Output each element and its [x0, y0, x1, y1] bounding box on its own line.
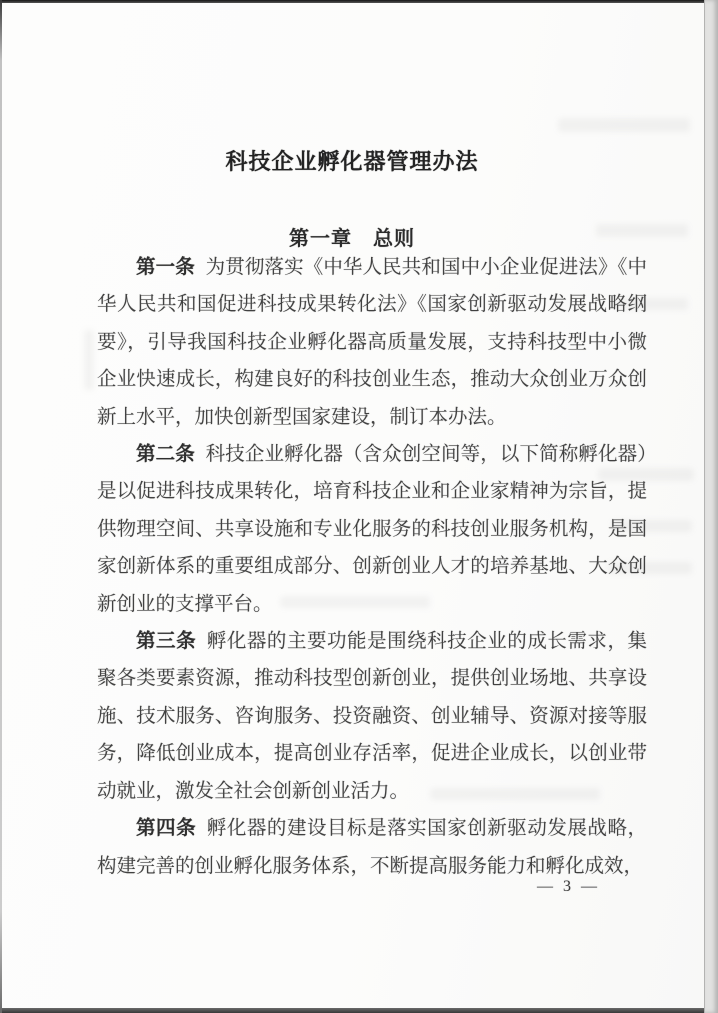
article-text: 为贯彻落实《中华人民共和国中小企业促进法》《中华人民共和国促进科技成果转化法》《国家创新驱动发展战略纲要》，引导我国科技企业孵化器高质量发展，支持科技型中小微企业快速成长，构建良好的科技创业生态，推动大众创业万众创新上水平，加快创新型国家建设，制订本办法。: [97, 257, 647, 428]
article-number: 第一条: [136, 256, 195, 278]
chapter-heading: 第一章 总则: [289, 228, 415, 250]
document-body: [97, 249, 647, 885]
document-title: 科技企业孵化器管理办法: [225, 149, 479, 174]
bleed-through-smudge: [558, 118, 690, 132]
article-paragraph: [97, 249, 647, 436]
scan-edge-left: [0, 0, 2, 1013]
bleed-through-smudge: [84, 330, 94, 390]
article-paragraph: [97, 810, 647, 885]
article-number: 第四条: [136, 817, 197, 840]
article-text: 科技企业孵化器（含众创空间等，以下简称孵化器）是以促进科技成果转化，培育科技企业和企业家精神为宗旨，提供物理空间、共享设施和专业化服务的科技创业服务机构，是国家创新体系的重要组成部分、创新创业人才的培养基地、大众创新创业的支撑平台。: [97, 444, 647, 615]
article-text: 孵化器的主要功能是围绕科技企业的成长需求，集聚各类要素资源，推动科技型创新创业，提供创业场地、共享设施、技术服务、咨询服务、投资融资、创业辅导、资源对接等服务，降低创业成本，提高创业存活率，促进企业成长，以创业带动就业，激发全社会创新创业活力。: [97, 631, 647, 802]
article-text: 孵化器的建设目标是落实国家创新驱动发展战略，构建完善的创业孵化服务体系，不断提高服务能力和孵化成效，: [97, 818, 647, 877]
article-paragraph: [97, 436, 647, 623]
article-paragraph: [97, 623, 647, 810]
scan-edge-top: [0, 0, 718, 3]
scan-edge-bottom: [0, 1008, 718, 1013]
scan-edge-right: [704, 0, 718, 1013]
article-number: 第二条: [136, 443, 195, 466]
article-number: 第三条: [136, 630, 197, 653]
page-number: — 3 —: [537, 878, 600, 895]
